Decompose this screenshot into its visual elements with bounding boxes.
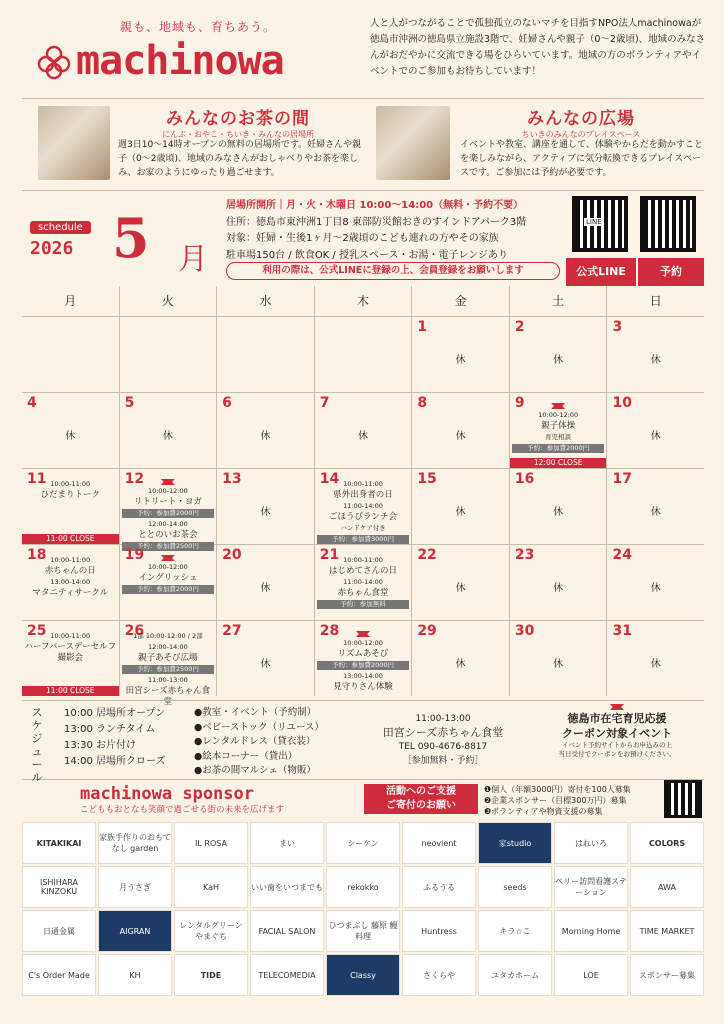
- brand-logo: machinowa: [76, 38, 284, 84]
- amenities: 駐車場150台 / 飲食OK / 授乳スペース・お湯・電子レンジあり: [226, 249, 508, 261]
- day-number: 7: [319, 395, 330, 411]
- ribbon-icon: [161, 555, 175, 561]
- ribbon-icon: [551, 403, 565, 409]
- calendar-day: [315, 621, 413, 696]
- calendar-day: [22, 393, 120, 468]
- sponsor-logo: TIME MARKET: [630, 910, 704, 952]
- calendar-body: [22, 316, 704, 707]
- support-line1: 活動へのご支援: [386, 786, 456, 797]
- event-list: [24, 555, 117, 599]
- weekday-header: 日: [649, 294, 662, 308]
- feature-item: ●教室・イベント（予約制）: [194, 707, 317, 718]
- schedule-tag: schedule: [30, 221, 91, 234]
- ribbon-icon: [610, 704, 624, 710]
- close-bar: 11:00 CLOSE: [22, 534, 119, 544]
- sponsor-logo: まい: [250, 822, 324, 864]
- sponsor-plan: ❷企業スポンサー（目標300万円）募集: [484, 796, 627, 805]
- event-name: ひだまりトーク: [40, 490, 101, 500]
- event-time: 10:00-12:00: [538, 411, 579, 419]
- sponsor-logo: TELECOMEDIA: [250, 954, 324, 996]
- sponsor-logo: 家studio: [478, 822, 552, 864]
- calendar-day: [22, 621, 120, 696]
- day-number: 28: [319, 623, 340, 639]
- support-line2: ご寄付のお願い: [386, 800, 456, 811]
- sponsor-logo: スポンサー募集: [630, 954, 704, 996]
- calendar-day: [607, 545, 704, 620]
- tamiya-tel: TEL 090-4676-8817: [398, 742, 488, 752]
- sponsor-logo: 日通金属: [22, 910, 96, 952]
- calendar-row: [22, 316, 704, 392]
- closed-label: 休: [455, 659, 466, 670]
- event-name: 赤ちゃん食堂: [337, 588, 389, 598]
- feature-item: ●ベビーストック（リユース）: [194, 721, 324, 733]
- event-list: [122, 631, 215, 708]
- closed-label: 休: [260, 659, 271, 670]
- sponsor-logo: さくらや: [402, 954, 476, 996]
- closed-label: 休: [455, 431, 466, 442]
- day-number: 5: [124, 395, 135, 411]
- event-name: 県外出身者の日: [333, 490, 393, 500]
- calendar-day: [315, 317, 413, 392]
- day-number: 12: [124, 471, 145, 487]
- day-number: 23: [514, 547, 535, 563]
- event-time: 10:00-11:00: [50, 556, 91, 564]
- tamiya-name: 田宮シーズ赤ちゃん食堂: [382, 726, 504, 739]
- calendar-day: [217, 317, 315, 392]
- sponsor-logo: IL ROSA: [174, 822, 248, 864]
- year: 2026: [30, 238, 74, 259]
- event-name: ごほうびランチ会: [329, 512, 398, 522]
- sponsor-logo: KITAKIKAI: [22, 822, 96, 864]
- sponsor-logo: 家族手作りのおもてなし garden: [98, 822, 172, 864]
- calendar-day: [607, 469, 704, 544]
- sponsor-logo: ふるうる: [402, 866, 476, 908]
- close-bar: 11:00 CLOSE: [22, 686, 119, 696]
- sponsor-qr-icon[interactable]: [664, 780, 702, 818]
- calendar-day: [22, 469, 120, 544]
- coupon-note1: イベント予約サイトからお申込みの上: [561, 741, 673, 749]
- ocha-title: みんなのお茶の間: [166, 109, 310, 129]
- event-time: 10:00-12:00: [147, 487, 188, 495]
- event-fee: 予約：参加費2000円: [317, 661, 410, 670]
- day-number: 8: [417, 395, 428, 411]
- event-name: 赤ちゃんの日: [44, 566, 96, 576]
- event-time: 10:00-11:00: [343, 480, 383, 488]
- ocha-body: 週3日10〜14時オープンの無料の居場所です。妊婦さんや親子（0〜2歳頃)、地域のみなさんがおしゃべりやお茶を楽しみ、お家のようにゆったり過ごせます。: [118, 140, 362, 178]
- sponsor-logo: キラ☆こ: [478, 910, 552, 952]
- sponsor-logo: KaH: [174, 866, 248, 908]
- tagline: 親も、地域も、育ちあう。: [120, 20, 277, 34]
- calendar-day: [22, 317, 120, 392]
- sponsor-logo: neovient: [402, 822, 476, 864]
- calendar-day: [217, 393, 315, 468]
- closed-label: 休: [65, 431, 76, 442]
- weekday-header: 水: [217, 286, 315, 316]
- weekday-header: 金: [412, 286, 510, 316]
- closed-label: 休: [650, 431, 661, 442]
- event-name: ととのいお茶会: [138, 530, 198, 540]
- weekday-header: 月: [22, 286, 120, 316]
- event-list: [317, 555, 410, 610]
- ribbon-icon: [161, 479, 175, 485]
- feature-item: ●レンタルドレス（貸衣装）: [194, 736, 316, 747]
- calendar-day: [217, 469, 315, 544]
- day-number: 9: [514, 395, 525, 411]
- sponsor-logo: ひつまぶし 藤原 鰻料理: [326, 910, 400, 952]
- event-time: 10:00-11:00: [50, 480, 91, 488]
- calendar-day: [510, 317, 608, 392]
- closed-label: 休: [553, 583, 564, 594]
- sponsor-logo: LOE: [554, 954, 628, 996]
- event-time: 10:00-12:00: [343, 639, 383, 647]
- weekday-header: 木: [315, 286, 413, 316]
- day-number: 13: [222, 471, 242, 487]
- calendar-day: [412, 545, 510, 620]
- calendar-day: [22, 545, 120, 620]
- closed-label: 休: [260, 431, 271, 442]
- event-time: 13:00-14:00: [343, 672, 383, 680]
- weekday-header: 火: [120, 286, 218, 316]
- event-note: ハンドケア付き: [340, 524, 386, 532]
- event-name: ハーフバースデーセルフ撮影会: [24, 642, 117, 663]
- sponsor-logo-grid: [22, 822, 704, 996]
- sponsor-logo: seeds: [478, 866, 552, 908]
- tamiya-info: [368, 712, 518, 768]
- month-box: [30, 215, 91, 259]
- sponsor-subtitle: こどももおとなも笑顔で過ごせる街の未来を広げます: [80, 805, 285, 815]
- intro-text: 人と人がつながることで孤独孤立のないマチを目指すNPO法人machinowaが徳島市沖洲の徳島県立施設3階で、妊婦さんや親子（0〜2歳頃)、地域のみなさんがおだやかに交流できる場をひらいています。地域の方のボランティアやイベントでのご参加もお待ちしています！: [370, 18, 706, 77]
- day-number: 15: [417, 471, 437, 487]
- calendar-day: [120, 393, 218, 468]
- day-number: 29: [417, 623, 437, 639]
- calendar-day: [120, 317, 218, 392]
- month-number: 5: [112, 206, 150, 270]
- weekday-header: 土: [510, 286, 608, 316]
- reserve-button[interactable]: 予約: [638, 258, 704, 286]
- divider: [22, 98, 704, 99]
- event-time: 10:00-12:00: [147, 563, 188, 571]
- calendar-day: [217, 545, 315, 620]
- day-number: 17: [612, 471, 632, 487]
- sponsor-logo: Huntress: [402, 910, 476, 952]
- sponsor-logo: C's Order Made: [22, 954, 96, 996]
- day-number: 24: [612, 547, 632, 563]
- calendar-header: [22, 286, 704, 316]
- feature-item: ●お茶の間マルシェ（物販）: [194, 765, 316, 776]
- sponsor-logo: 月うさぎ: [98, 866, 172, 908]
- support-button[interactable]: [364, 784, 478, 814]
- calendar-day: [217, 621, 315, 696]
- sponsor-logo: ペリー訪問看護ステーション: [554, 866, 628, 908]
- event-time: 11:00-13:00: [147, 676, 188, 684]
- event-name: はじめてさんの日: [329, 566, 398, 576]
- facility-info: [226, 198, 562, 264]
- event-name: 見守りさん体験: [333, 682, 393, 692]
- schedule-item: 14:00 居場所クローズ: [64, 756, 166, 767]
- divider: [22, 190, 704, 191]
- hiroba-body: イベントや教室、講座を通して、体験やからだを動かすことを楽しみながら、アクティブに気分転換できるプレイスペースです。ご参加には予約が必要です。: [460, 140, 703, 178]
- calendar-day: [607, 317, 704, 392]
- target: 対象：妊婦・生後1ヶ月〜2歳頃のこども連れの方やその家族: [226, 233, 499, 244]
- event-time: 13:00-14:00: [50, 578, 91, 586]
- coupon-note2: 当日受付でクーポンをお預けください。: [558, 750, 676, 758]
- day-number: 3: [612, 319, 623, 335]
- event-name: リトリート・ヨガ: [133, 497, 202, 507]
- calendar-day: [120, 621, 218, 707]
- calendar-day: [315, 393, 413, 468]
- event-list: [122, 555, 215, 595]
- event-list: [317, 479, 410, 545]
- sponsor-title: machinowa sponsor: [80, 784, 254, 804]
- day-number: 16: [514, 471, 535, 487]
- month-kanji: 月: [178, 242, 208, 277]
- time-list: [64, 706, 166, 770]
- day-number: 20: [222, 547, 242, 563]
- day-number: 11: [27, 471, 47, 487]
- event-note: 育児相談: [545, 433, 572, 441]
- day-number: 27: [222, 623, 242, 639]
- event-name: 田宮シーズ赤ちゃん食堂: [125, 686, 211, 707]
- calendar-day: [510, 393, 608, 468]
- reserve-qr-icon[interactable]: [640, 196, 696, 252]
- calendar-day: [607, 393, 704, 468]
- sponsor-list: [484, 784, 631, 817]
- event-name: 親子あそび広場: [138, 653, 198, 663]
- event-fee: 予約：参加費2500円: [122, 665, 215, 674]
- feature-item: ●絵本コーナー（貸出）: [194, 750, 298, 762]
- close-bar: 12:00 CLOSE: [510, 458, 607, 468]
- closed-label: 休: [162, 431, 173, 442]
- schedule-item: 13:00 ランチタイム: [64, 724, 156, 735]
- open-hours: 居場所開所｜月・火・木曜日 10:00〜14:00（無料・予約不要）: [226, 200, 524, 211]
- hiroba-section: [456, 104, 706, 140]
- day-number: 14: [319, 471, 340, 487]
- event-name: イングリッシュ: [138, 573, 198, 583]
- sponsor-logo: COLORS: [630, 822, 704, 864]
- calendar-day: [412, 317, 510, 392]
- calendar-day: [120, 469, 218, 550]
- hiroba-subtitle: ちいきのみんなのプレイスペース: [521, 130, 641, 139]
- coupon-subtitle: クーポン対象イベント: [562, 727, 672, 740]
- event-fee: 予約：参加費2500円: [122, 542, 215, 551]
- sponsor-logo: FACIAL SALON: [250, 910, 324, 952]
- ocha-photo: [38, 106, 110, 180]
- sponsor-logo: AIGRAN: [98, 910, 172, 952]
- event-fee: 予約：参加費2000円: [122, 585, 215, 594]
- event-fee: 予約：参加無料: [317, 600, 410, 609]
- sponsor-logo: KH: [98, 954, 172, 996]
- ocha-section: [118, 104, 358, 140]
- sponsor-logo: ISHIHARA KINZOKU: [22, 866, 96, 908]
- ribbon-icon: [356, 631, 370, 637]
- day-number: 22: [417, 547, 437, 563]
- line-button[interactable]: 公式LINE: [566, 258, 636, 286]
- closed-label: 休: [455, 355, 466, 366]
- calendar-day: [315, 469, 413, 544]
- day-number: 30: [514, 623, 535, 639]
- event-name: マタニティサークル: [32, 588, 109, 598]
- sponsor-logo: Morning Home: [554, 910, 628, 952]
- day-number: 25: [27, 623, 47, 639]
- coupon-info: [534, 704, 700, 759]
- day-number: 2: [514, 319, 525, 335]
- event-fee: 予約：参加費2000円: [122, 509, 215, 518]
- hiroba-photo: [376, 106, 450, 180]
- day-number: 19: [124, 547, 145, 563]
- schedule-item: 10:00 居場所オープン: [64, 708, 166, 719]
- flower-logo-icon: [36, 44, 72, 80]
- sponsor-logo: Classy: [326, 954, 400, 996]
- line-qr-tag: LINE: [586, 218, 602, 226]
- calendar-row: [22, 392, 704, 468]
- day-number: 18: [27, 547, 47, 563]
- tamiya-note: ［参加無料・予約］: [402, 756, 484, 766]
- feature-list: [194, 706, 324, 779]
- event-time: 1部 10:00-12:00 / 2部 12:00-14:00: [133, 632, 203, 651]
- closed-label: 休: [650, 659, 661, 670]
- calendar-day: [607, 621, 704, 696]
- sponsor-logo: レンタルグリーン やまぐち: [174, 910, 248, 952]
- sponsor-logo: シーケン: [326, 822, 400, 864]
- closed-label: 休: [650, 355, 661, 366]
- event-list: [122, 479, 215, 552]
- event-time: 10:00-11:00: [343, 556, 383, 564]
- line-notice: 利用の際は、公式LINEに登録の上、会員登録をお願いします: [226, 262, 560, 280]
- event-name: 親子体操: [541, 421, 576, 431]
- calendar-day: [412, 469, 510, 544]
- calendar: [22, 286, 704, 707]
- day-number: 4: [27, 395, 37, 411]
- day-number: 6: [222, 395, 232, 411]
- calendar-day: [412, 393, 510, 468]
- event-list: [317, 631, 410, 693]
- closed-label: 休: [553, 355, 564, 366]
- closed-label: 休: [553, 507, 564, 518]
- tamiya-time: 11:00-13:00: [415, 714, 471, 724]
- event-time: 11:00-14:00: [343, 578, 383, 586]
- calendar-day: [510, 621, 608, 696]
- day-number: 26: [124, 623, 145, 639]
- calendar-day: [510, 469, 608, 544]
- event-list: [24, 479, 117, 501]
- calendar-day: [510, 545, 608, 620]
- ocha-subtitle: にんぷ・おやこ・ちいき・みんなの居場所: [162, 130, 314, 139]
- closed-label: 休: [553, 659, 564, 670]
- closed-label: 休: [455, 507, 466, 518]
- event-name: リズムあそび: [337, 649, 389, 659]
- closed-label: 休: [650, 507, 661, 518]
- day-number: 21: [319, 547, 340, 563]
- sponsor-logo: はれいろ: [554, 822, 628, 864]
- sponsor-plan: ❸ボランティアや物資支援の募集: [484, 807, 603, 816]
- day-number: 1: [417, 319, 428, 335]
- sponsor-plan: ❶個人（年額3000円）寄付を100人募集: [484, 785, 631, 794]
- calendar-day: [120, 545, 218, 620]
- sponsor-logo: ユタカホーム: [478, 954, 552, 996]
- sponsor-logo: AWA: [630, 866, 704, 908]
- day-number: 10: [612, 395, 632, 411]
- event-fee: 予約：参加費3000円: [317, 535, 410, 544]
- calendar-row: [22, 544, 704, 620]
- sponsor-logo: rekokko: [326, 866, 400, 908]
- closed-label: 休: [455, 583, 466, 594]
- calendar-row: [22, 620, 704, 707]
- event-list: [512, 403, 605, 454]
- calendar-day: [412, 621, 510, 696]
- event-time: 10:00-11:00: [50, 632, 91, 640]
- hiroba-title: みんなの広場: [527, 109, 635, 129]
- event-time: 12:00-14:00: [147, 520, 188, 528]
- calendar-day: [315, 545, 413, 620]
- coupon-title: 徳島市在宅育児応援: [567, 712, 667, 725]
- schedule-item: 13:30 お片付け: [64, 740, 136, 751]
- event-list: [24, 631, 117, 664]
- closed-label: 休: [358, 431, 369, 442]
- sponsor-logo: TIDE: [174, 954, 248, 996]
- closed-label: 休: [650, 583, 661, 594]
- closed-label: 休: [260, 583, 271, 594]
- event-fee: 予約：参加費2000円: [512, 444, 605, 453]
- event-time: 11:00-14:00: [343, 502, 383, 510]
- schedule-vertical-label: スケジュール: [31, 706, 43, 784]
- sponsor-logo: いい歯をいつまでも: [250, 866, 324, 908]
- calendar-row: [22, 468, 704, 550]
- closed-label: 休: [260, 507, 271, 518]
- address: 住所：徳島市東沖洲1丁目8 東部防災館おきのすインドアパーク3階: [226, 216, 527, 228]
- day-number: 31: [612, 623, 632, 639]
